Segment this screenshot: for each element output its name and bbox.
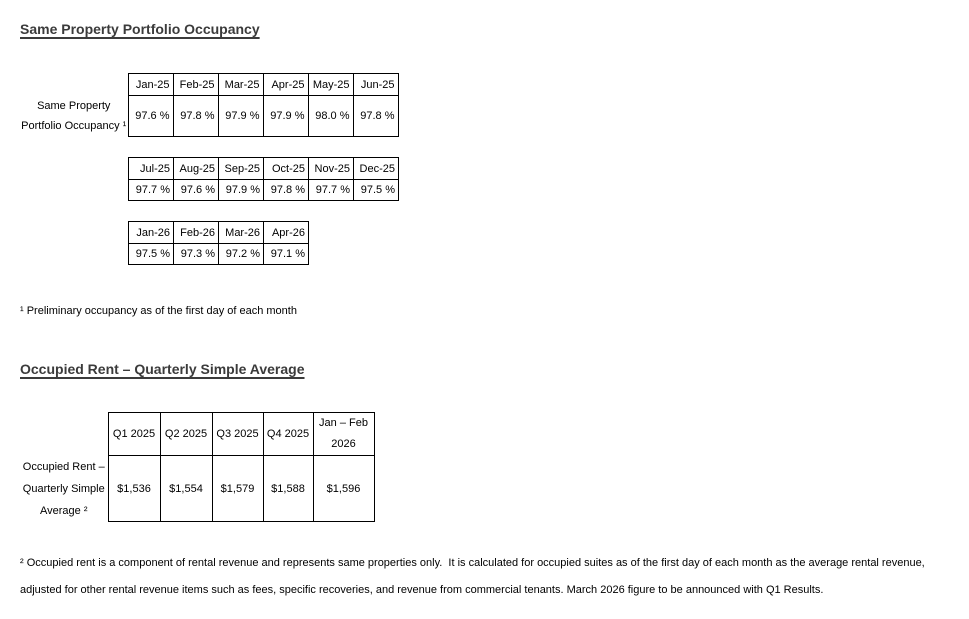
month-header-cell: Dec-25 <box>354 158 399 180</box>
month-header-cell: Jan-26 <box>129 222 174 244</box>
month-header-cell: Mar-26 <box>219 222 264 244</box>
row-label-occupied-rent <box>20 456 108 522</box>
row-label-line: Same Property <box>37 100 111 112</box>
footnote-occupied-rent: ² Occupied rent is a component of rental revenue and represents same properties only. It is calculated for occupied suites as of the first day of each month as the average rental revenue, adjusted for other rental revenue items such as fees, specific recoveries, and revenue from commercial tenants. March 2026 figure to be announced with Q1 Results. <box>20 557 928 596</box>
month-header-cell: Apr-25 <box>263 74 308 96</box>
occupancy-value-cell: 97.9 % <box>263 96 308 137</box>
occupancy-value-cell: 98.0 % <box>308 96 353 137</box>
occupancy-header-row <box>20 74 398 96</box>
quarter-header-cell: Q3 2025 <box>212 413 263 456</box>
month-header-cell: Feb-26 <box>174 222 219 244</box>
empty-label-cell <box>20 413 108 456</box>
occupancy-header-row <box>129 222 309 244</box>
month-header-cell: Jan-25 <box>128 74 173 96</box>
quarter-header-cell: Q4 2025 <box>263 413 313 456</box>
rent-value-cell: $1,536 <box>108 456 160 522</box>
occupancy-value-cell: 97.5 % <box>129 244 174 265</box>
occupancy-value-cell: 97.8 % <box>173 96 218 137</box>
row-label-occupancy <box>20 96 128 137</box>
occupancy-value-cell: 97.7 % <box>309 180 354 201</box>
month-header-cell: Jun-25 <box>353 74 398 96</box>
footnote-occupancy: ¹ Preliminary occupancy as of the first day of each month <box>20 305 297 317</box>
occupancy-value-cell: 97.8 % <box>264 180 309 201</box>
quarter-header-row <box>20 413 374 456</box>
row-label-line: Average ² <box>40 504 88 517</box>
month-header-cell: Mar-25 <box>218 74 263 96</box>
occupancy-value-row <box>129 180 399 201</box>
occupancy-value-cell: 97.9 % <box>218 96 263 137</box>
rent-value-cell: $1,596 <box>313 456 374 522</box>
occupied-rent-table <box>20 412 375 522</box>
section-title-occupied-rent: Occupied Rent – Quarterly Simple Average <box>20 361 305 377</box>
row-label-line: Portfolio Occupancy ¹ <box>21 120 127 132</box>
quarter-header-cell: Jan – Feb 2026 <box>313 413 374 456</box>
section-title-occupancy: Same Property Portfolio Occupancy <box>20 21 260 37</box>
occupancy-table-jan-apr-26 <box>128 221 309 265</box>
month-header-cell: Sep-25 <box>219 158 264 180</box>
rent-value-cell: $1,554 <box>160 456 212 522</box>
rent-value-row <box>20 456 374 522</box>
occupancy-value-cell: 97.9 % <box>219 180 264 201</box>
rent-value-cell: $1,579 <box>212 456 263 522</box>
month-header-cell: Feb-25 <box>173 74 218 96</box>
month-header-cell: Oct-25 <box>264 158 309 180</box>
row-label-line: Occupied Rent – <box>22 460 105 473</box>
month-header-cell: Jul-25 <box>129 158 174 180</box>
month-header-cell: Aug-25 <box>174 158 219 180</box>
occupancy-table-jan-jun-25 <box>20 73 399 137</box>
occupancy-value-cell: 97.6 % <box>128 96 173 137</box>
occupancy-value-row <box>20 96 398 137</box>
occupancy-value-cell: 97.1 % <box>264 244 309 265</box>
occupancy-value-cell: 97.3 % <box>174 244 219 265</box>
occupancy-value-row <box>129 244 309 265</box>
empty-label-cell <box>20 74 128 96</box>
occupancy-value-cell: 97.8 % <box>353 96 398 137</box>
rent-value-cell: $1,588 <box>263 456 313 522</box>
month-header-cell: May-25 <box>308 74 353 96</box>
occupancy-value-cell: 97.2 % <box>219 244 264 265</box>
occupancy-table-jul-dec-25 <box>128 157 399 201</box>
quarter-header-cell: Q1 2025 <box>108 413 160 456</box>
month-header-cell: Apr-26 <box>264 222 309 244</box>
occupancy-value-cell: 97.6 % <box>174 180 219 201</box>
month-header-cell: Nov-25 <box>309 158 354 180</box>
occupancy-value-cell: 97.5 % <box>354 180 399 201</box>
occupancy-value-cell: 97.7 % <box>129 180 174 201</box>
row-label-line: Quarterly Simple <box>22 482 105 495</box>
occupancy-header-row <box>129 158 399 180</box>
quarter-header-cell: Q2 2025 <box>160 413 212 456</box>
